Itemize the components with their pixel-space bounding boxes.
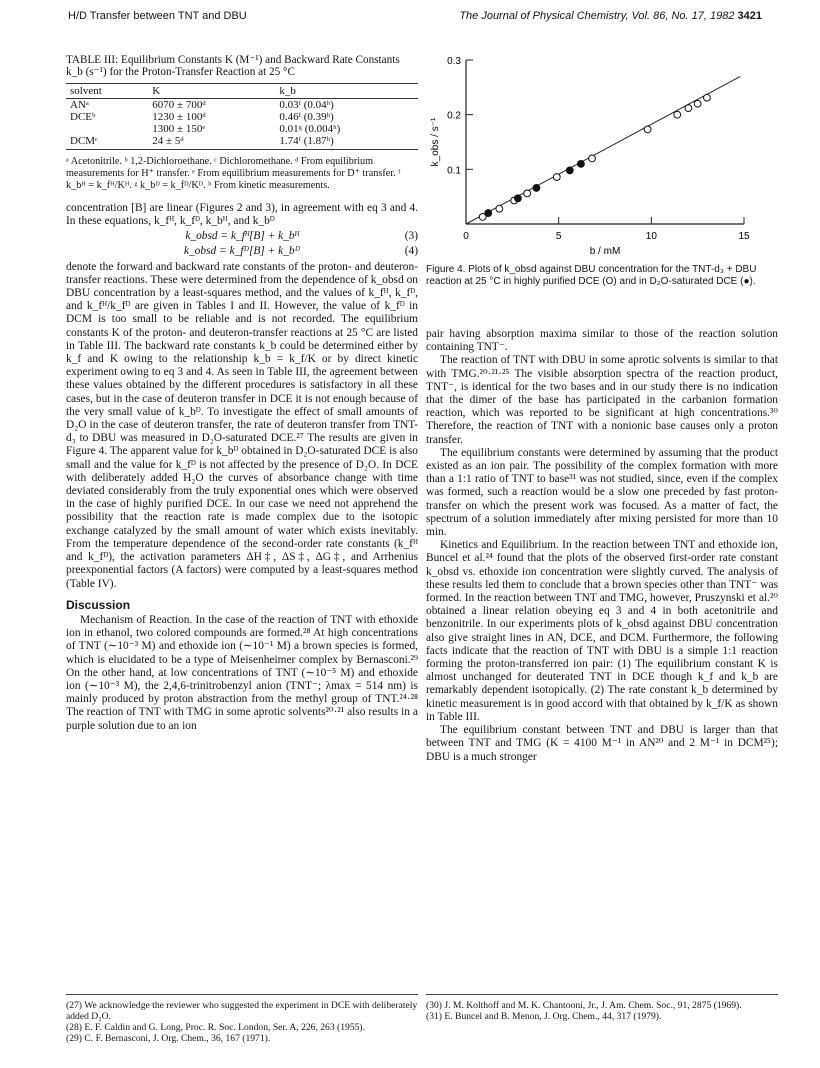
reference: (31) E. Buncel and B. Menon, J. Org. Chem., 44, 317 (1979). [426, 1011, 662, 1022]
x-tick-label: 10 [645, 231, 657, 242]
table-footnote: ᵃ Acetonitrile. ᵇ 1,2-Dichloroethane. ᶜ Dichloromethane. ᵈ From equilibrium measurements for H⁺ transfer. ᵉ From equilibrium measurements for D⁺ transfer. ᶠ k_bᴴ = k_fᴴ/Kᴴ. ᵍ k_bᴰ = k_fᴰ/Kᴰ. ʰ From kinetic measurements. [66, 155, 401, 191]
data-point-open [589, 155, 596, 162]
equation-number: (3) [404, 230, 418, 243]
y-axis-label: k_obs / s⁻¹ [430, 117, 441, 167]
table-row [66, 111, 418, 123]
table-cell: 0.01ᵍ (0.004ʰ) [279, 122, 341, 135]
paragraph: pair having absorption maxima similar to those of the reaction solution containing TNT⁻. [426, 328, 778, 354]
reference: (28) E. F. Caldin and G. Long, Proc. R. Soc. London, Ser. A, 226, 263 (1955). [66, 1022, 366, 1033]
x-tick-label: 15 [738, 231, 750, 242]
table-cell: 0.46ᶠ (0.39ʰ) [279, 110, 334, 123]
data-point-open [704, 94, 711, 101]
table-iii [66, 83, 418, 150]
y-tick-label: 0.1 [447, 165, 461, 177]
table-cell: 1300 ± 150ᵉ [152, 122, 206, 135]
x-axis-label: b / mM [589, 246, 621, 256]
paragraph: denote the forward and backward rate constants of the proton- and deuteron-transfer reactions. These were determined from the dependence of k_obsd on DBU concentration by a least-squares method, and the values of k_fᴴ, k_fᴰ, and k_fᴴ/k_fᴰ are given in Tables I and II. However, the value of k_fᴰ in DCM is too small to be reliable and is not recorded. The equilibrium constants K of the proton- and deuteron-transfer reactions at 25 °C are listed in Table III. The backward rate constants k_b could be determined either by k_f and K owing to the relationship k_b = k_f/K or by direct kinetic experiment owing to eq 3 and 4. As seen in Table III, the agreement between these values obtained by the different procedures is satisfactory in all these cases, but in the case of deuteron transfer in DCE it is not enough because of the very small value of k_bᴰ. To investigate the effect of small amounts of D₂O in the case of deuteron transfer, the rate of deuteron transfer from TNT-d₃ to DBU was measured in D₂O-saturated DCE.²⁷ The results are given in Figure 4. The apparent value for k_bᴰ obtained in D₂O-saturated DCE is also small and the value for k_fᴰ is not affected by the presence of D₂O. In DCE with deliberately added H₂O the curves of absorbance change with time deviated considerably from the truly exponential ones which were observed in the case of highly purified DCE. In our case we need not apprehend the possibility that the reaction rate is made complex due to the isotopic exchange catalyzed by the small amount of water which exists inevitably. From the temperature dependence of the second-order rate constants (k_fᴴ and k_fᴰ), the activation parameters ΔH‡, ΔS‡, ΔG‡, and Arrhenius preexponential factors (A factors) were computed by a least-squares method (Table IV). [66, 260, 418, 590]
figure-4-plot [426, 46, 778, 256]
table-cell: DCMᶜ [66, 135, 148, 150]
table-cell: 6070 ± 700ᵈ [152, 98, 206, 111]
y-tick-label: 0.2 [447, 110, 461, 122]
page-number: 3421 [737, 10, 762, 22]
table-cell: 1230 ± 100ᵈ [152, 110, 206, 123]
data-point-open [553, 174, 560, 181]
equation-text: k_obsd = k_fᴰ[B] + k_bᴰ [183, 245, 301, 258]
paragraph: concentration [B] are linear (Figures 2 and 3), in agreement with eq 3 and 4. In these equations, k_fᴴ, k_fᴰ, k_bᴴ, and k_bᴰ [66, 201, 418, 228]
footnote-rule [426, 994, 778, 995]
data-point-open [674, 111, 681, 118]
y-tick-label: 0.3 [447, 56, 461, 67]
journal-citation: The Journal of Physical Chemistry, Vol. 86, No. 17, 1982 [459, 10, 735, 22]
reference: (27) We acknowledge the reviewer who suggested the experiment in DCE with deliberately added D₂O. [66, 1000, 418, 1022]
running-header-right [459, 10, 762, 22]
reference: (29) C. F. Bernasconi, J. Org. Chem., 36, 167 (1971). [66, 1033, 271, 1044]
data-point-filled [533, 185, 540, 192]
equation-4 [66, 245, 418, 258]
data-point-open [694, 100, 701, 107]
table-header-cell: k_b [275, 83, 418, 98]
equation-3 [66, 230, 418, 243]
equation-text: k_obsd = k_fᴴ[B] + k_bᴴ [185, 230, 299, 243]
figure-caption: Figure 4. Plots of k_obsd against DBU concentration for the TNT-d₃ + DBU reaction at 25 °C in highly purified DCE (O) and in D₂O-saturated DCE (●). [426, 264, 757, 287]
paragraph: Kinetics and Equilibrium. In the reaction between TNT and ethoxide ion, Buncel et al.²⁴ found that the plots of the observed first-order rate constant k_obsd vs. ethoxide ion concentration were slightly curved. The analysis of these results led them to conclude that a brown species other than TNT⁻ was formed. In the reaction between TNT and TMG, however, Pruszynski et al.²⁰ obtained a linear relation obeying eq 3 and 4 in both acetonitrile and benzonitrile. In our experiments plots of k_obsd against DBU concentration also give straight lines in AN, DCE, and DCM. Furthermore, the following facts indicate that the reaction of TNT with DBU is a simple 1:1 reaction forming the proton-transferred ion pair: (1) The equilibrium constant K is almost unchanged for deuterated TNT in DCE though k_f and k_b are remarkably dependent isotopically. (2) The rate constant k_b determined by kinetic measurement is in good accord with that obtained by k_f/K as shown in Table III. [426, 539, 778, 723]
data-point-filled [566, 167, 573, 174]
data-point-open [524, 190, 531, 197]
table-cell: 1.74ᶠ (1.87ʰ) [275, 135, 418, 150]
equation-number: (4) [404, 245, 418, 258]
data-point-open [685, 105, 692, 112]
data-point-filled [485, 210, 492, 217]
data-point-filled [514, 195, 521, 202]
table-cell: 0.03ᶠ (0.04ʰ) [279, 98, 334, 111]
table-cell [66, 123, 148, 135]
right-column [426, 328, 778, 764]
paragraph: Mechanism of Reaction. In the case of the reaction of TNT with ethoxide ion in ethanol, two colored compounds are formed.²⁸ At high concentrations of TNT (∼10⁻³ M) and ethoxide ion (∼10⁻¹ M) a brown species is formed, which is elucidated to be a type of Meisenheimer complex by Bernasconi.²⁹ On the other hand, at low concentrations of TNT (∼10⁻⁵ M) and ethoxide ion (∼10⁻³ M), the 2,4,6-trinitrobenzyl anion (TNT⁻; λmax = 514 nm) is mainly produced by proton abstraction from the methyl group of TNT.²⁴·²⁸ The reaction of TNT with TMG in some aprotic solvents²⁰·²¹ also results in a purple solution due to an ion [66, 613, 418, 732]
data-point-open [644, 126, 651, 133]
table-row [66, 135, 418, 150]
x-tick-label: 0 [463, 231, 469, 242]
table-row [66, 123, 418, 135]
table-header-cell: solvent [66, 83, 148, 98]
references-left [66, 1000, 418, 1044]
paragraph: The reaction of TNT with DBU in some aprotic solvents is similar to that with TMG.²⁰·²¹·²⁵ The visible absorption spectra of the reaction product, TNT⁻, is identical for the two bases and in our study there is no indication that the dimer of the base has participated in the carbanion formation reaction, which was reported to be significant at high concentrations.³⁰ Therefore, the reaction of TNT with a nonionic base causes only a proton transfer. [426, 354, 778, 446]
table-title: TABLE III: Equilibrium Constants K (M⁻¹) and Backward Rate Constants k_b (s⁻¹) for the Proton-Transfer Reaction at 25 °C [66, 54, 400, 79]
table-row [66, 98, 418, 111]
x-tick-label: 5 [555, 231, 562, 242]
running-header-left: H/D Transfer between TNT and DBU [68, 10, 247, 22]
fit-line [466, 76, 740, 224]
table-header-cell: K [148, 83, 275, 98]
footnote-rule [66, 994, 418, 995]
data-point-open [496, 205, 503, 212]
data-point-filled [578, 160, 585, 167]
paragraph: The equilibrium constant between TNT and DBU is larger than that between TNT and TMG (K = 4100 M⁻¹ in AN²⁰ and 2 M⁻¹ in DCM²⁵); DBU is a much stronger [426, 724, 778, 763]
reference: (30) J. M. Kolthoff and M. K. Chantooni, Jr., J. Am. Chem. Soc., 91, 2875 (1969). [426, 1000, 742, 1011]
section-heading: Discussion [66, 597, 131, 612]
table-cell: DCEᵇ [70, 110, 96, 123]
table-cell: ANᵃ [70, 98, 89, 111]
table-cell: 24 ± 5ᵈ [148, 135, 275, 150]
left-column [66, 54, 418, 733]
paragraph: The equilibrium constants were determined by assuming that the product existed as an ion pair. The possibility of the complex formation with more than a 1:1 ratio of TNT to base³¹ was not studied, since, even if the complex was formed, such a reaction would be a slow one preceded by fast proton-transfer on which the present work was focused. As a matter of fact, the spectrum of a solution immediately after mixing persisted for more than 10 min. [426, 446, 778, 539]
references-right [426, 1000, 778, 1022]
